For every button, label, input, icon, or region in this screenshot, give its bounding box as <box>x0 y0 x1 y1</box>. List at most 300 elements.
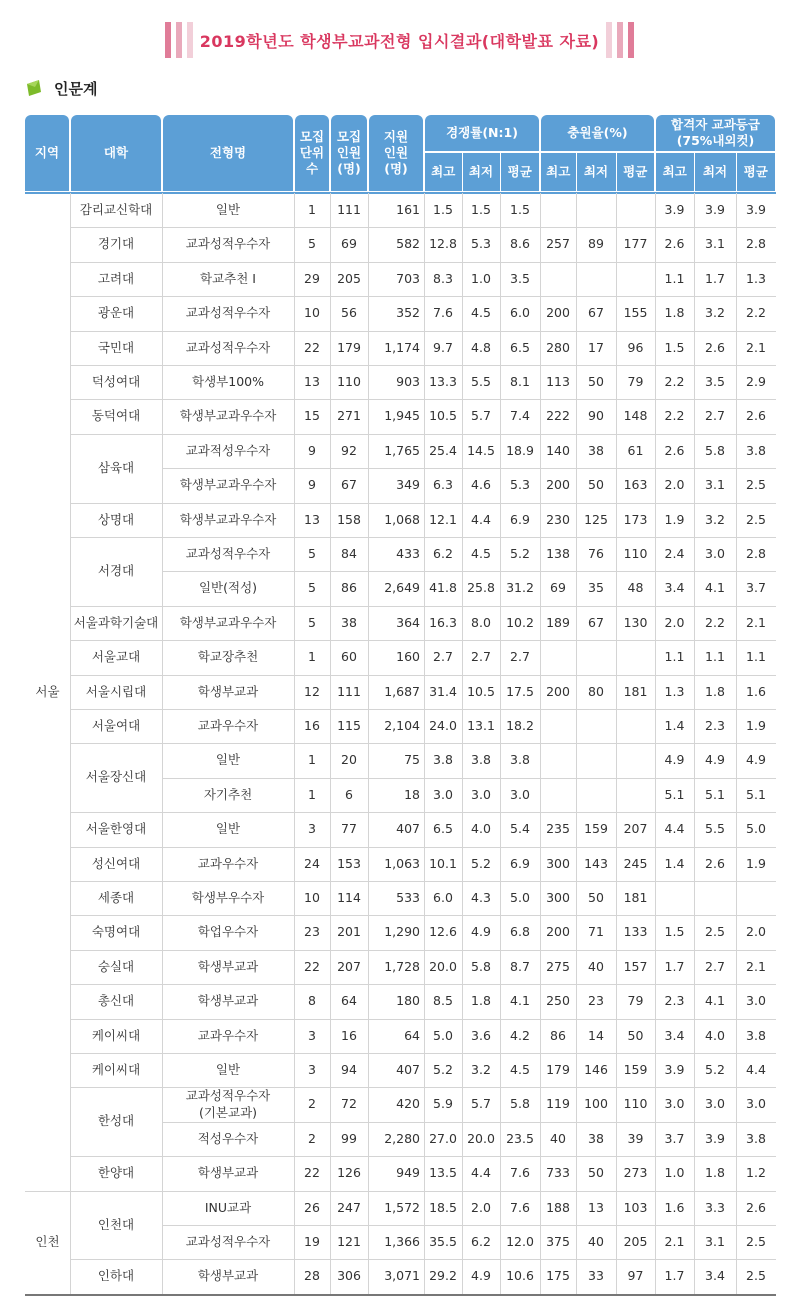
value-cell-text: 1.5 <box>664 339 685 355</box>
value-cell <box>736 434 776 468</box>
value-cell-text: 207 <box>623 821 648 837</box>
value-cell-text: 17.5 <box>506 683 534 699</box>
value-cell <box>500 331 540 365</box>
value-cell-text: 159 <box>623 1061 648 1077</box>
track-cell <box>162 640 294 675</box>
university-cell-text: 총신대 <box>97 993 135 1009</box>
grid-line <box>70 812 776 813</box>
value-cell-text: 4.1 <box>705 580 725 596</box>
grid-line <box>70 847 776 848</box>
value-cell-text: 25.4 <box>429 442 457 458</box>
value-cell-text: 80 <box>588 683 604 699</box>
value-cell-text: 15 <box>304 408 320 424</box>
value-cell <box>330 1019 368 1053</box>
value-cell-text: 5 <box>308 614 316 630</box>
value-cell-text: 161 <box>396 201 420 217</box>
value-cell-text: 179 <box>337 339 361 355</box>
value-cell <box>694 537 736 571</box>
value-cell <box>424 365 462 399</box>
value-cell-text: 2.6 <box>746 408 766 424</box>
value-cell <box>736 1259 776 1294</box>
value-cell <box>655 606 694 640</box>
track-cell-text: 학생부우수자 <box>191 889 265 905</box>
value-cell-text: 48 <box>627 580 644 596</box>
value-cell-text: 173 <box>623 511 648 527</box>
value-cell <box>540 503 576 537</box>
value-cell <box>694 950 736 984</box>
value-cell <box>576 468 616 503</box>
track-cell-text: 학교추천 I <box>200 270 256 286</box>
header-sub-max <box>656 153 694 191</box>
value-cell-text: 2.6 <box>705 339 725 355</box>
university-cell <box>70 1019 162 1053</box>
value-cell <box>736 1019 776 1053</box>
grid-line <box>424 193 425 1294</box>
track-cell-text: 일반(적성) <box>198 580 258 596</box>
value-cell-text: 6.5 <box>510 339 530 355</box>
value-cell-text: 138 <box>546 545 570 561</box>
value-cell-text: 407 <box>396 1061 420 1077</box>
value-cell <box>694 1087 736 1122</box>
value-cell <box>294 1225 330 1259</box>
value-cell <box>330 399 368 434</box>
track-cell-text: 학생부교과 <box>197 1268 259 1284</box>
value-cell <box>655 743 694 778</box>
track-cell <box>162 1019 294 1053</box>
value-cell-text: 18.5 <box>429 1199 457 1215</box>
value-cell <box>330 915 368 950</box>
value-cell <box>540 262 576 296</box>
track-cell <box>162 1191 294 1225</box>
header-grade-text: 합격자 교과등급 (75%내외컷) <box>671 116 760 148</box>
value-cell <box>330 984 368 1019</box>
value-cell-text: 3.0 <box>746 1096 766 1112</box>
university-cell-text: 서울여대 <box>91 717 141 733</box>
value-cell <box>736 537 776 571</box>
track-cell-text: 학생부100% <box>192 373 264 389</box>
value-cell <box>576 1225 616 1259</box>
value-cell-text: 5.4 <box>510 821 530 837</box>
value-cell-text: 9.7 <box>433 339 453 355</box>
value-cell <box>368 365 424 399</box>
value-cell-text: 2.2 <box>746 305 766 321</box>
value-cell <box>294 778 330 812</box>
value-cell <box>540 743 576 778</box>
value-cell <box>462 709 500 743</box>
value-cell <box>655 365 694 399</box>
value-cell-text: 6.0 <box>433 889 453 905</box>
value-cell-text: 1.3 <box>664 683 685 699</box>
university-cell <box>70 743 162 812</box>
university-cell <box>70 709 162 743</box>
value-cell <box>655 468 694 503</box>
grid-line <box>655 193 656 1294</box>
value-cell <box>500 743 540 778</box>
value-cell-text: 175 <box>546 1268 570 1284</box>
value-cell-text: 1.5 <box>433 201 453 217</box>
value-cell <box>294 227 330 262</box>
value-cell <box>424 984 462 1019</box>
value-cell-text: 69 <box>341 236 357 252</box>
value-cell <box>368 1156 424 1191</box>
value-cell-text: 86 <box>550 1027 566 1043</box>
value-cell-text: 420 <box>396 1096 420 1112</box>
value-cell <box>540 296 576 331</box>
value-cell <box>368 1053 424 1087</box>
value-cell <box>616 1019 655 1053</box>
value-cell <box>540 571 576 606</box>
header-quota-text: 모집 인원 (명) <box>336 128 362 177</box>
value-cell <box>576 812 616 847</box>
value-cell <box>576 1087 616 1122</box>
value-cell <box>330 1191 368 1225</box>
value-cell <box>330 1053 368 1087</box>
value-cell <box>540 1053 576 1087</box>
region-cell-text: 서울 <box>35 683 60 699</box>
value-cell <box>736 675 776 709</box>
value-cell <box>736 1122 776 1156</box>
grid-line <box>70 262 776 263</box>
track-cell-text: 학생부교과우수자 <box>179 614 277 630</box>
value-cell-text: 533 <box>396 889 420 905</box>
value-cell <box>616 743 655 778</box>
value-cell <box>462 468 500 503</box>
value-cell-text: 2.5 <box>746 1233 766 1249</box>
value-cell <box>500 296 540 331</box>
value-cell <box>576 950 616 984</box>
grid-line <box>70 399 776 400</box>
header-sub-min <box>577 153 616 191</box>
value-cell <box>294 571 330 606</box>
value-cell-text: 67 <box>588 305 604 321</box>
value-cell-text: 1,366 <box>384 1233 420 1249</box>
value-cell <box>694 812 736 847</box>
value-cell-text: 125 <box>584 511 608 527</box>
value-cell-text: 1.7 <box>664 958 685 974</box>
value-cell <box>616 468 655 503</box>
value-cell-text: 4.9 <box>664 752 685 768</box>
value-cell-text: 38 <box>588 1130 604 1146</box>
value-cell <box>576 915 616 950</box>
value-cell <box>694 709 736 743</box>
value-cell-text: 903 <box>396 373 420 389</box>
value-cell-text: 230 <box>546 511 570 527</box>
value-cell <box>368 193 424 227</box>
value-cell-text: 3.0 <box>510 786 530 802</box>
value-cell <box>294 1191 330 1225</box>
value-cell <box>694 606 736 640</box>
value-cell-text: 4.6 <box>471 477 491 493</box>
value-cell-text: 949 <box>396 1165 420 1181</box>
track-cell-text: 일반 <box>215 1061 241 1077</box>
value-cell <box>655 812 694 847</box>
leaf-icon <box>24 78 44 98</box>
value-cell-text: 1,765 <box>384 442 420 458</box>
value-cell-text: 4.3 <box>471 889 491 905</box>
grid-line <box>70 193 71 1294</box>
value-cell-text: 4.5 <box>510 1061 530 1077</box>
value-cell-text: 6.8 <box>510 924 530 940</box>
value-cell-text: 3.4 <box>705 1268 725 1284</box>
value-cell-text: 5.0 <box>433 1027 453 1043</box>
value-cell <box>616 709 655 743</box>
value-cell-text: 1 <box>308 201 316 217</box>
value-cell-text: 25.8 <box>467 580 495 596</box>
value-cell <box>500 537 540 571</box>
value-cell-text: 77 <box>341 821 357 837</box>
value-cell-text: 4.9 <box>471 924 491 940</box>
value-cell <box>368 468 424 503</box>
track-cell-text: 학교장추천 <box>197 649 259 665</box>
value-cell-text: 2.7 <box>510 649 530 665</box>
value-cell <box>736 1225 776 1259</box>
value-cell-text: 5.9 <box>433 1096 453 1112</box>
value-cell-text: 12 <box>304 683 320 699</box>
value-cell <box>694 331 736 365</box>
university-cell <box>70 606 162 640</box>
value-cell <box>694 1191 736 1225</box>
value-cell <box>294 262 330 296</box>
value-cell <box>368 675 424 709</box>
value-cell <box>576 262 616 296</box>
value-cell <box>540 812 576 847</box>
grid-line <box>70 537 776 538</box>
value-cell-text: 2.1 <box>746 614 766 630</box>
value-cell-text: 24.0 <box>429 717 457 733</box>
value-cell <box>576 881 616 915</box>
value-cell-text: 71 <box>588 924 604 940</box>
value-cell-text: 130 <box>623 614 648 630</box>
value-cell <box>694 1259 736 1294</box>
value-cell-text: 1.7 <box>705 270 725 286</box>
value-cell-text: 1,174 <box>384 339 420 355</box>
value-cell <box>424 915 462 950</box>
value-cell <box>424 1122 462 1156</box>
university-cell <box>70 227 162 262</box>
value-cell <box>540 399 576 434</box>
value-cell-text: 10 <box>304 889 320 905</box>
track-cell <box>162 847 294 881</box>
value-cell-text: 4.9 <box>471 1268 491 1284</box>
value-cell-text: 245 <box>623 855 648 871</box>
value-cell-text: 12.0 <box>506 1233 534 1249</box>
value-cell <box>330 1087 368 1122</box>
value-cell <box>736 262 776 296</box>
value-cell-text: 9 <box>308 442 316 458</box>
university-cell <box>70 1191 162 1259</box>
university-cell-text: 서울장신대 <box>85 769 147 785</box>
value-cell <box>655 331 694 365</box>
value-cell <box>655 640 694 675</box>
value-cell <box>368 399 424 434</box>
header-sub-max-text: 최고 <box>546 163 571 179</box>
value-cell-text: 23 <box>304 924 320 940</box>
value-cell <box>368 915 424 950</box>
track-cell-text: 교과우수자 <box>197 1027 259 1043</box>
value-cell-text: 1,063 <box>384 855 420 871</box>
value-cell <box>655 1087 694 1122</box>
value-cell <box>694 915 736 950</box>
value-cell <box>655 399 694 434</box>
value-cell <box>540 1225 576 1259</box>
grid-line <box>70 709 776 710</box>
value-cell-text: 153 <box>337 855 361 871</box>
value-cell <box>655 709 694 743</box>
value-cell <box>655 227 694 262</box>
value-cell-text: 10.2 <box>506 614 534 630</box>
value-cell-text: 14.5 <box>467 442 495 458</box>
grid-line <box>25 1191 776 1192</box>
header-sub-avg <box>501 153 540 191</box>
track-cell-text: 교과우수자 <box>197 855 259 871</box>
value-cell <box>424 1019 462 1053</box>
value-cell-text: 10.1 <box>429 855 457 871</box>
value-cell-text: 4.5 <box>471 545 491 561</box>
university-cell-text: 덕성여대 <box>91 373 141 389</box>
value-cell <box>294 331 330 365</box>
value-cell <box>655 1122 694 1156</box>
header-sub-max-text: 최고 <box>662 163 687 179</box>
university-cell <box>70 950 162 984</box>
value-cell <box>368 227 424 262</box>
value-cell <box>500 812 540 847</box>
value-cell <box>576 1053 616 1087</box>
track-cell <box>162 812 294 847</box>
value-cell-text: 205 <box>623 1233 648 1249</box>
title-bar-decoration <box>606 22 612 58</box>
value-cell-text: 9 <box>308 477 316 493</box>
header-track-text: 전형명 <box>209 144 247 160</box>
track-cell <box>162 503 294 537</box>
value-cell-text: 50 <box>588 889 604 905</box>
value-cell-text: 1.0 <box>471 270 491 286</box>
value-cell-text: 2 <box>308 1130 316 1146</box>
value-cell-text: 1.4 <box>664 717 685 733</box>
value-cell <box>736 503 776 537</box>
value-cell <box>330 1259 368 1294</box>
value-cell <box>500 915 540 950</box>
value-cell <box>655 778 694 812</box>
value-cell-text: 64 <box>341 993 357 1009</box>
value-cell <box>424 262 462 296</box>
value-cell <box>736 571 776 606</box>
value-cell <box>736 296 776 331</box>
value-cell <box>368 1225 424 1259</box>
value-cell <box>736 950 776 984</box>
value-cell <box>694 1156 736 1191</box>
value-cell <box>616 193 655 227</box>
value-cell-text: 19 <box>304 1233 320 1249</box>
value-cell <box>616 331 655 365</box>
value-cell <box>655 1259 694 1294</box>
value-cell-text: 207 <box>337 958 361 974</box>
value-cell-text: 5.8 <box>471 958 491 974</box>
value-cell <box>500 984 540 1019</box>
track-cell-text: 일반 <box>215 821 241 837</box>
value-cell-text: 113 <box>546 373 570 389</box>
value-cell <box>368 296 424 331</box>
grid-line <box>616 193 617 1294</box>
value-cell <box>576 984 616 1019</box>
value-cell <box>500 675 540 709</box>
value-cell <box>368 640 424 675</box>
value-cell <box>616 1191 655 1225</box>
value-cell <box>694 503 736 537</box>
value-cell <box>540 640 576 675</box>
value-cell-text: 119 <box>546 1096 570 1112</box>
value-cell-text: 3.4 <box>664 1027 685 1043</box>
value-cell-text: 4.9 <box>705 752 725 768</box>
university-cell <box>70 365 162 399</box>
value-cell <box>540 365 576 399</box>
value-cell-text: 3.2 <box>705 511 725 527</box>
value-cell-text: 3.9 <box>664 1061 685 1077</box>
value-cell-text: 111 <box>337 683 361 699</box>
value-cell <box>424 743 462 778</box>
value-cell <box>540 468 576 503</box>
value-cell <box>576 537 616 571</box>
value-cell-text: 23 <box>588 993 604 1009</box>
value-cell-text: 3.2 <box>705 305 725 321</box>
value-cell <box>462 434 500 468</box>
value-cell <box>330 468 368 503</box>
value-cell <box>368 881 424 915</box>
track-cell <box>162 709 294 743</box>
value-cell-text: 3.9 <box>746 201 766 217</box>
university-cell-text: 광운대 <box>97 305 135 321</box>
value-cell <box>500 778 540 812</box>
value-cell <box>500 193 540 227</box>
value-cell <box>736 365 776 399</box>
value-cell <box>462 1053 500 1087</box>
value-cell-text: 5.1 <box>746 786 766 802</box>
university-cell <box>70 847 162 881</box>
grid-line <box>70 296 776 297</box>
value-cell-text: 2.0 <box>471 1199 491 1215</box>
value-cell <box>500 950 540 984</box>
value-cell <box>424 434 462 468</box>
value-cell-text: 50 <box>588 477 604 493</box>
value-cell-text: 2.3 <box>705 717 725 733</box>
value-cell <box>462 1019 500 1053</box>
value-cell <box>294 1156 330 1191</box>
value-cell-text: 2.5 <box>746 477 766 493</box>
value-cell-text: 1.0 <box>664 1165 685 1181</box>
value-cell <box>500 365 540 399</box>
value-cell-text: 35.5 <box>429 1233 457 1249</box>
value-cell <box>616 537 655 571</box>
header-fill-rate-text: 충원율(%) <box>567 124 628 140</box>
value-cell-text: 3.0 <box>705 1096 725 1112</box>
track-cell <box>162 193 294 227</box>
value-cell-text: 3.8 <box>433 752 453 768</box>
value-cell <box>462 812 500 847</box>
value-cell <box>576 847 616 881</box>
value-cell-text: 247 <box>337 1199 361 1215</box>
value-cell <box>368 1122 424 1156</box>
track-cell-text: 자기추천 <box>203 786 253 802</box>
value-cell-text: 140 <box>546 442 570 458</box>
value-cell <box>330 503 368 537</box>
value-cell-text: 1,068 <box>384 511 420 527</box>
value-cell <box>294 1259 330 1294</box>
value-cell <box>655 984 694 1019</box>
track-cell-text: 학생부교과 <box>197 683 259 699</box>
value-cell <box>368 537 424 571</box>
value-cell-text: 8 <box>308 993 316 1009</box>
grid-line <box>162 1122 776 1123</box>
value-cell-text: 179 <box>546 1061 570 1077</box>
